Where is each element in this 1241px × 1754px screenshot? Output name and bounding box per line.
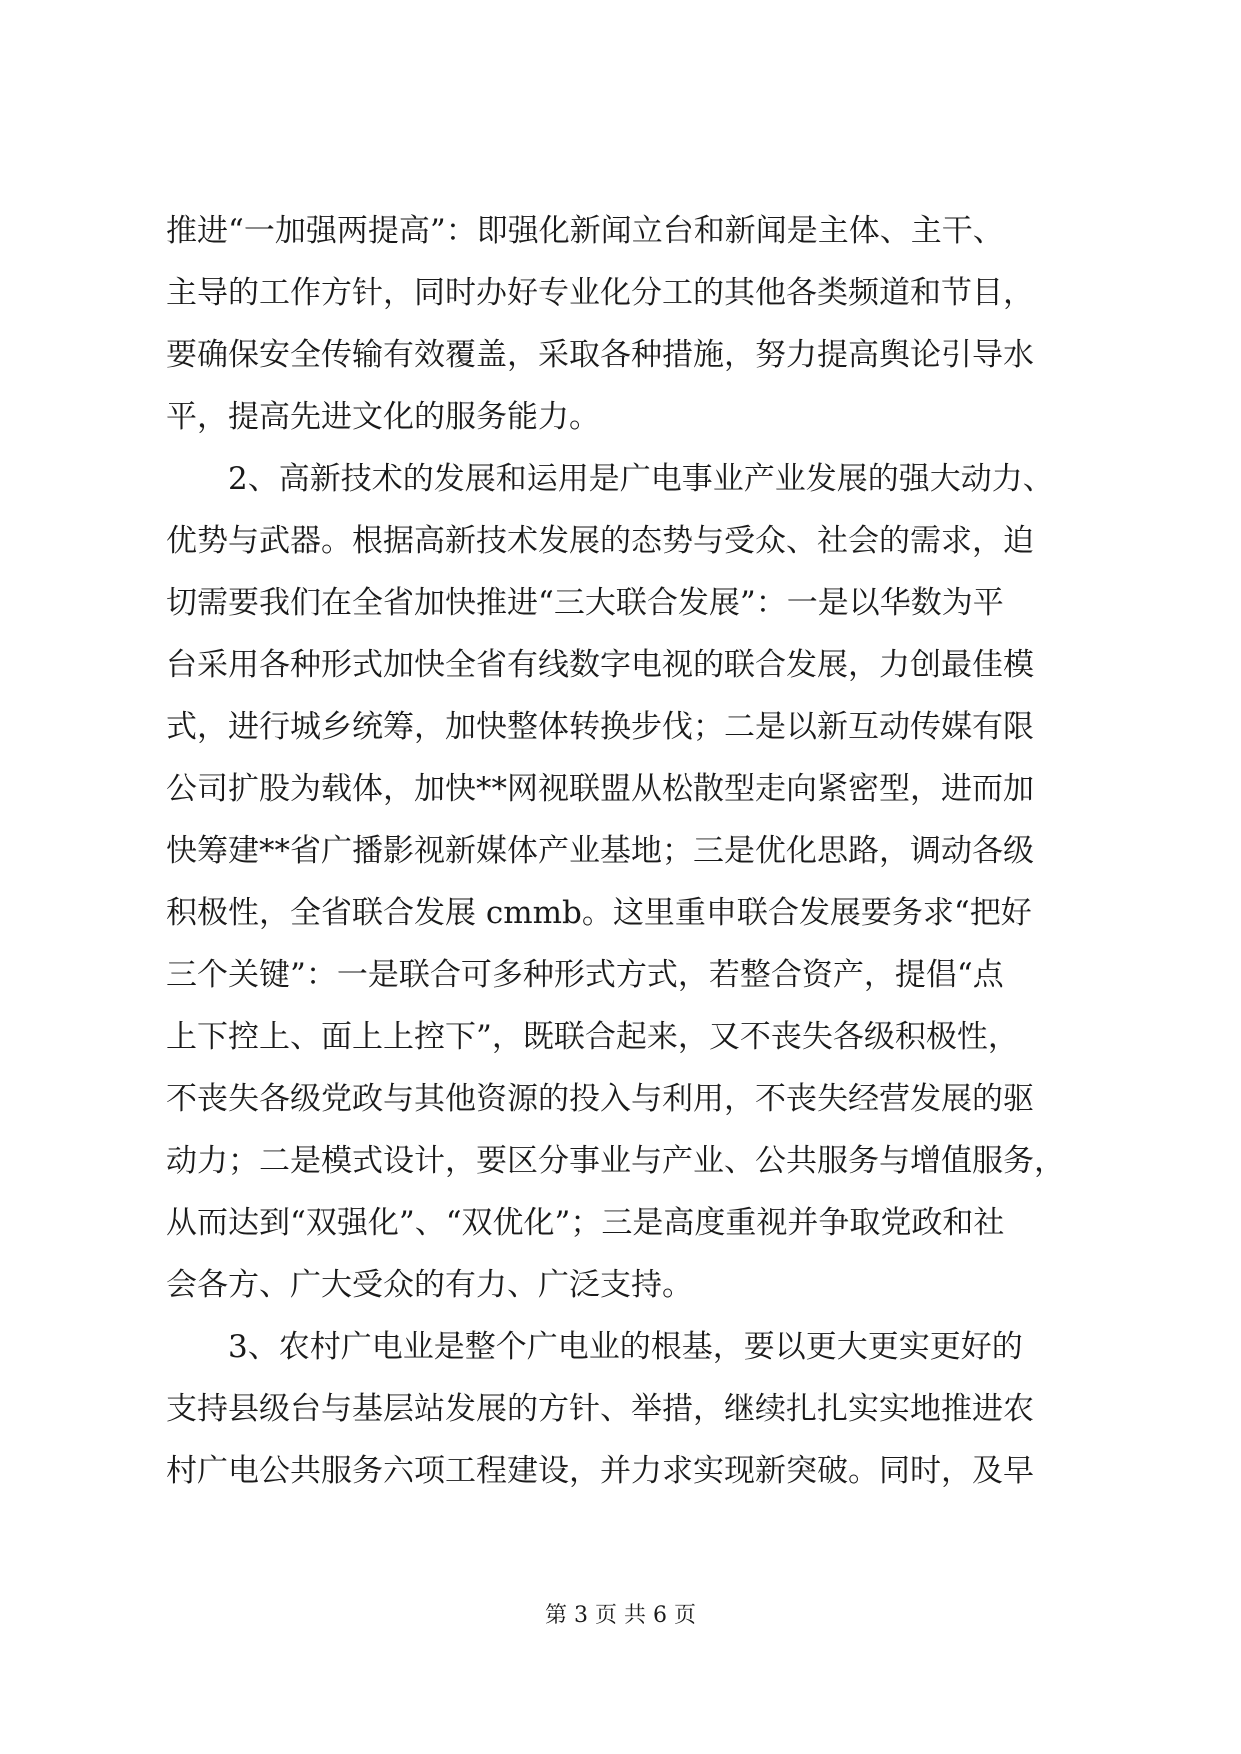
text-line: 村广电公共服务六项工程建设，并力求实现新突破。同时，及早: [166, 1453, 1034, 1489]
page-footer: [0, 1598, 1241, 1629]
text-line: 切需要我们在全省加快推进“三大联合发展”：一是以华数为平: [166, 585, 1004, 621]
text-line: 支持县级台与基层站发展的方针、举措，继续扎扎实实地推进农: [166, 1391, 1034, 1427]
text-line: 要确保安全传输有效覆盖，采取各种措施，努力提高舆论引导水: [166, 337, 1034, 373]
text-line: 从而达到“双强化”、“双优化”；三是高度重视并争取党政和社: [166, 1205, 1005, 1241]
text-line: 推进“一加强两提高”：即强化新闻立台和新闻是主体、主干、: [166, 213, 1004, 249]
page-number-label: 第 3 页 共 6 页: [545, 1603, 696, 1628]
text-line: 式，进行城乡统筹，加快整体转换步伐；二是以新互动传媒有限: [166, 709, 1034, 745]
text-line: 上下控上、面上上控下”，既联合起来，又不丧失各级积极性，: [166, 1019, 1019, 1055]
text-line: 快筹建**省广播影视新媒体产业基地；三是优化思路，调动各级: [166, 833, 1034, 869]
text-line: 会各方、广大受众的有力、广泛支持。: [166, 1267, 693, 1303]
text-line: 台采用各种形式加快全省有线数字电视的联合发展，力创最佳模: [166, 647, 1034, 683]
body-text: [166, 200, 1096, 1502]
paragraph-2-start: 2、高新技术的发展和运用是广电事业产业发展的强大动力、: [228, 461, 1054, 497]
text-line: 主导的工作方针，同时办好专业化分工的其他各类频道和节目，: [166, 275, 1034, 311]
text-line: 优势与武器。根据高新技术发展的态势与受众、社会的需求，迫: [166, 523, 1034, 559]
text-line: 积极性，全省联合发展 cmmb。这里重申联合发展要务求“把好: [166, 895, 1032, 931]
text-line: 公司扩股为载体，加快**网视联盟从松散型走向紧密型，进而加: [166, 771, 1034, 807]
paragraph-3-start: 3、农村广电业是整个广电业的根基，要以更大更实更好的: [228, 1329, 1023, 1365]
text-line: 三个关键”：一是联合可多种形式方式，若整合资产，提倡“点: [166, 957, 1004, 993]
text-line: 不丧失各级党政与其他资源的投入与利用，不丧失经营发展的驱: [166, 1081, 1034, 1117]
text-line: 平，提高先进文化的服务能力。: [166, 399, 600, 435]
text-line: 动力；二是模式设计，要区分事业与产业、公共服务与增值服务，: [166, 1143, 1065, 1179]
